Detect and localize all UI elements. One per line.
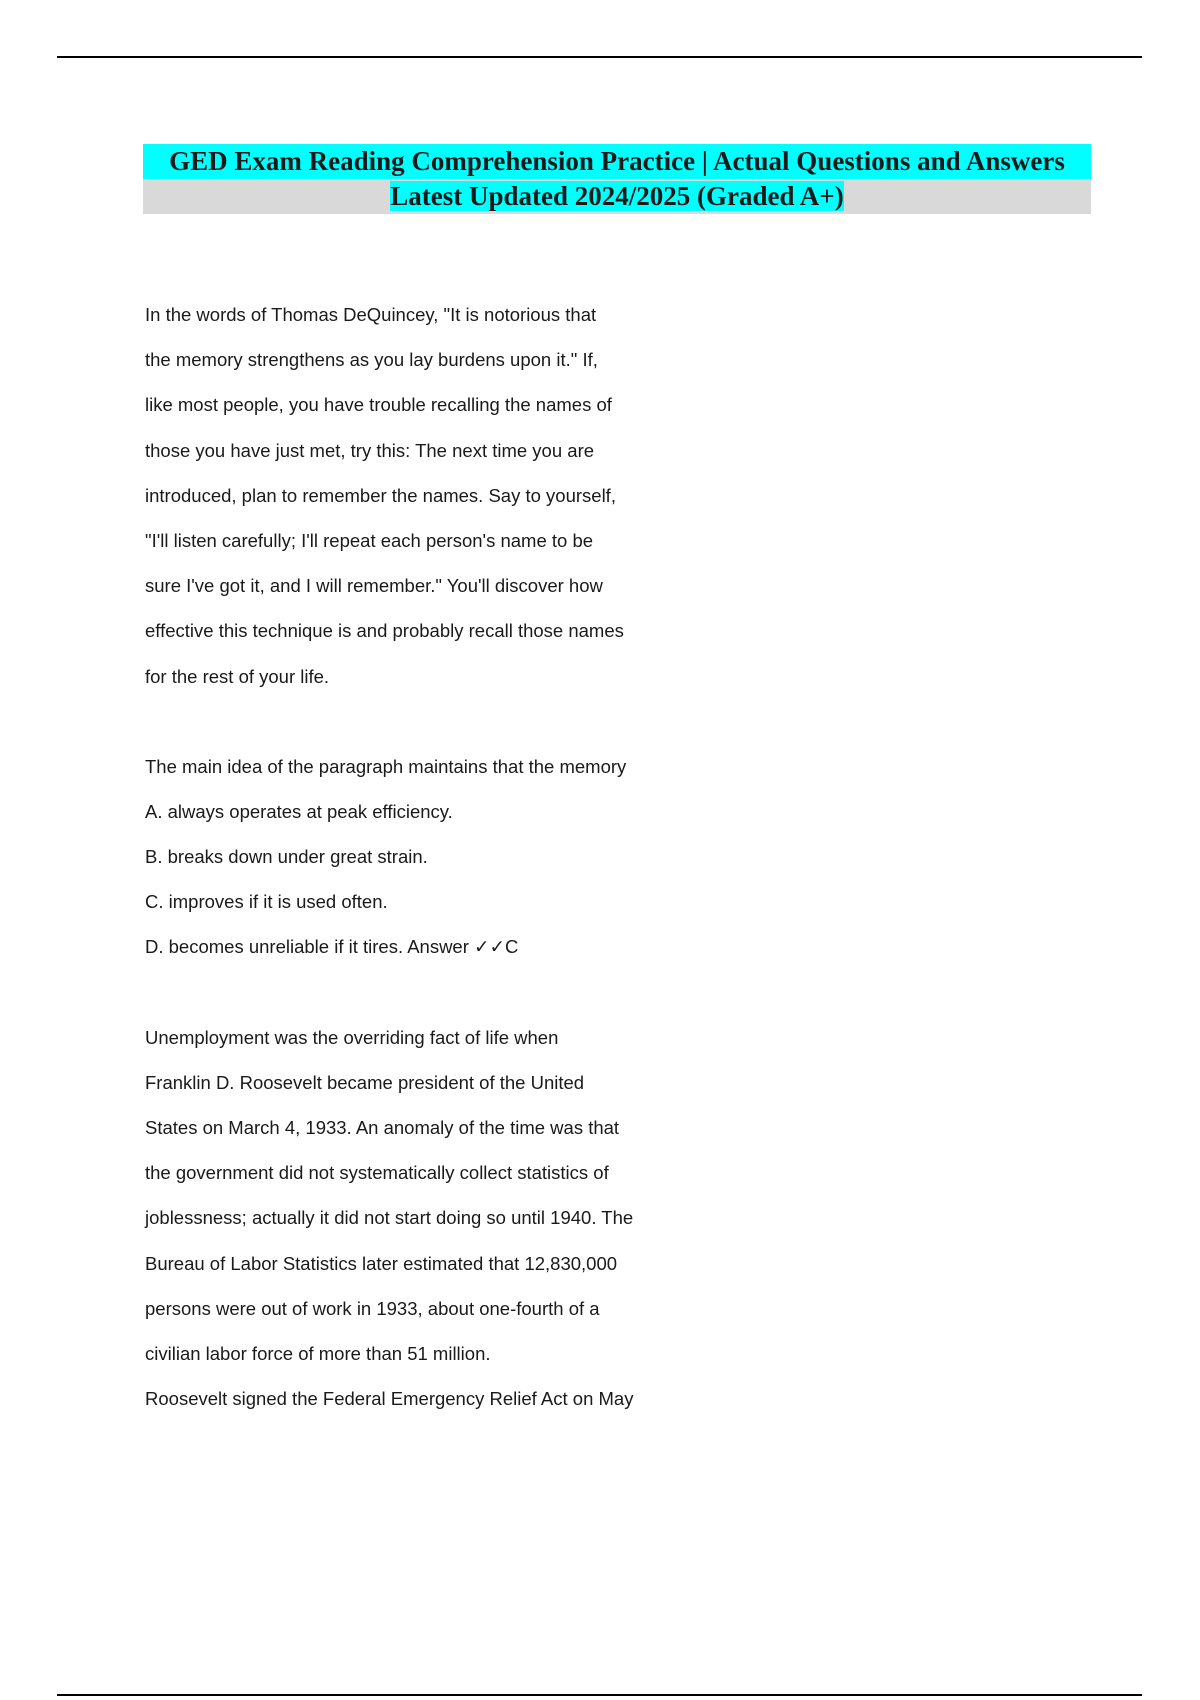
answer-option-d: D. becomes unreliable if it tires. Answer ✓✓C [145,936,519,958]
passage-line: Roosevelt signed the Federal Emergency Relief Act on May [145,1388,634,1410]
answer-option-c: C. improves if it is used often. [145,891,388,913]
passage-line: effective this technique is and probably recall those names [145,620,624,642]
answer-option-b: B. breaks down under great strain. [145,846,428,868]
question-1 [145,752,765,978]
passage-line: for the rest of your life. [145,665,330,687]
passage-line: Franklin D. Roosevelt became president of the United [145,1071,585,1093]
passage-line: joblessness; actually it did not start doing so until 1940. The [145,1207,634,1229]
passage-line: States on March 4, 1933. An anomaly of the time was that [145,1117,620,1138]
title-line-1: GED Exam Reading Comprehension Practice | Actual Questions and Answers [143,144,1091,179]
passage-2 [145,1023,765,1430]
passage-line: civilian labor force of more than 51 million. [145,1342,491,1364]
passage-line: Unemployment was the overriding fact of life when [145,1026,559,1048]
passage-line: Bureau of Labor Statistics later estimated that 12,830,000 [145,1252,618,1274]
title-line-2-band [143,179,1091,214]
passage-line: persons were out of work in 1933, about one-fourth of a [145,1297,600,1319]
passage-line: introduced, plan to remember the names. Say to yourself, [145,484,616,506]
section-gap [145,978,765,1023]
passage-1 [145,300,765,707]
passage-line: sure I've got it, and I will remember." You'll discover how [145,575,603,597]
document-body [145,300,765,1429]
passage-line: In the words of Thomas DeQuincey, "It is notorious that [145,304,597,325]
document-title [143,144,1091,214]
title-line-2: Latest Updated 2024/2025 (Graded A+) [390,181,844,211]
passage-line: those you have just met, try this: The next time you are [145,439,595,461]
passage-line: the memory strengthens as you lay burdens upon it." If, [145,349,598,371]
top-rule [57,56,1142,58]
passage-line: like most people, you have trouble recalling the names of [145,394,612,416]
passage-line: "I'll listen carefully; I'll repeat each person's name to be [145,529,594,551]
passage-line: the government did not systematically collect statistics of [145,1162,609,1184]
question-stem: The main idea of the paragraph maintains that the memory [145,755,627,777]
answer-option-a: A. always operates at peak efficiency. [145,800,453,822]
bottom-rule [57,1694,1142,1696]
section-gap [145,707,765,752]
